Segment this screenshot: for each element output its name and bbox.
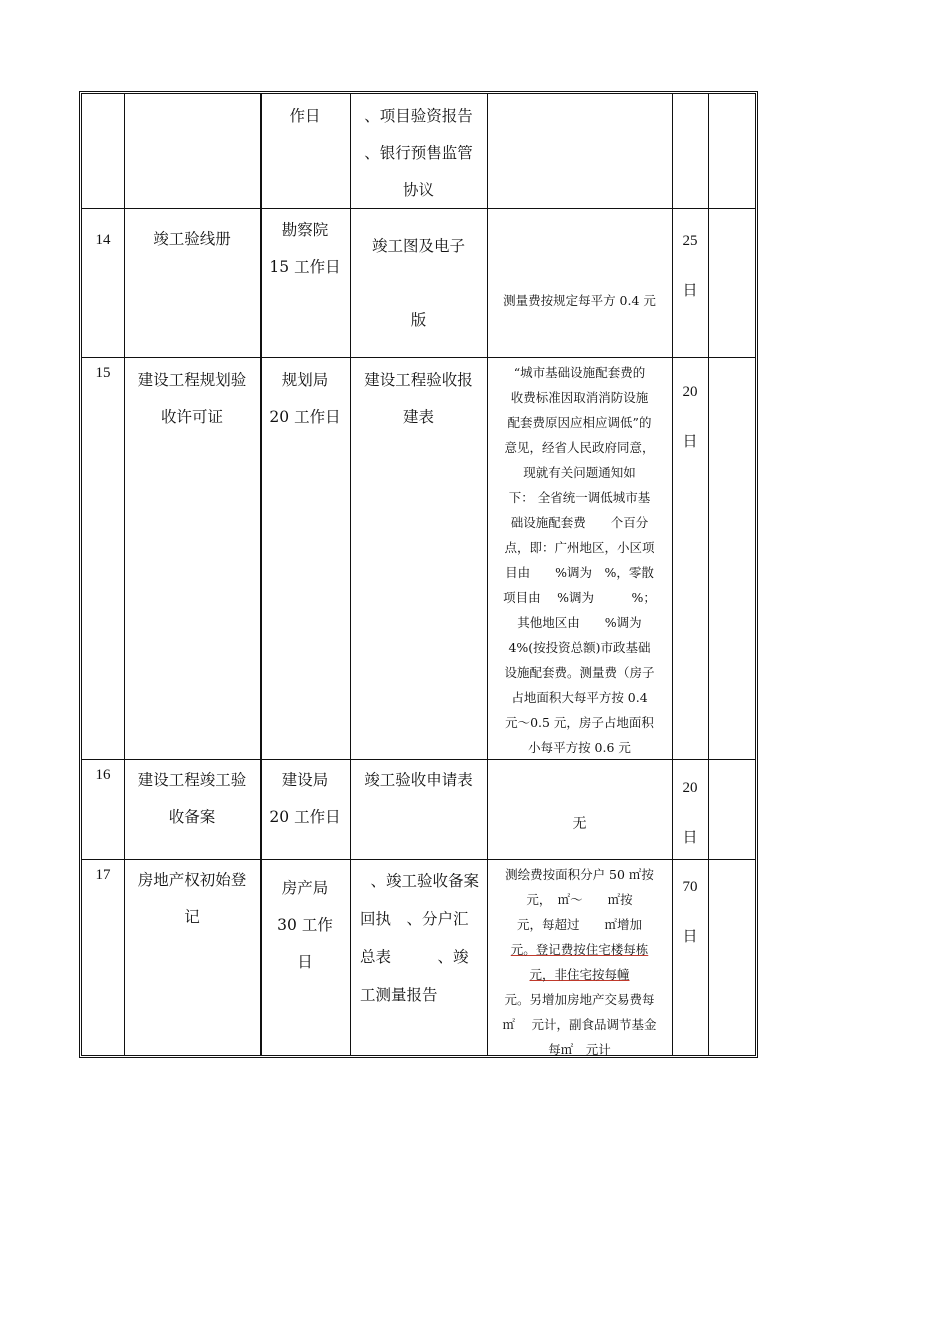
materials-cell [350,862,487,1014]
fees-text: 点，即：广州地区，小区项 [504,540,655,555]
dept-text: 15 工作日 [269,258,341,276]
materials-text: 、竣工验收备案 [370,872,479,890]
dept-text: 规划局 [281,371,329,389]
row-number: 16 [95,767,111,783]
fees-text: 下： 全省统一调低城市基 [508,490,651,505]
materials-text: 竣工验收申请表 [364,771,473,789]
materials-text: 回执 、分户汇 [360,910,469,928]
fees-text: 项目由 %调为 %； [503,590,656,605]
materials-text: 工测量报告 [360,986,438,1004]
fees-text: 测绘费按面积分户 50 ㎡按 [505,867,654,882]
days-unit: 日 [682,929,698,945]
item-text: 竣工验线册 [153,230,231,248]
row-divider [82,357,755,358]
item-cell [124,762,260,836]
item-text: 收许可证 [160,408,223,426]
row-number: 14 [95,232,111,248]
dept-cell [260,212,350,286]
fees-text: 无 [572,816,587,832]
dept-cell [260,762,350,836]
fees-text: 目由 %调为 %，零散 [505,565,654,580]
materials-text: 版 [410,311,427,329]
dept-text: 建设局 [281,771,329,789]
fees-text: 每㎡ 元计 [548,1042,611,1057]
days-number: 70 [682,879,698,895]
days-cell [672,862,708,962]
col-divider [708,94,709,1055]
item-text: 建设工程竣工验 [137,771,247,789]
materials-text: 建表 [402,408,434,426]
fees-text: 收费标准因取消消防设施 [510,390,649,405]
fees-text: 其他地区由 %调为 [517,615,642,630]
fees-text: 元，每超过 ㎡增加 [516,917,642,932]
dept-cell [260,870,350,981]
item-text: 建设工程规划验 [137,371,247,389]
materials-cell [350,98,487,209]
fees-text: 意见，经省人民政府同意， [504,440,655,455]
item-cell [124,228,260,250]
materials-text: 竣工图及电子 [371,237,465,255]
item-text: 收备案 [168,808,216,826]
fees-cell [487,812,672,837]
fees-text: 元～0.5 元，房子占地面积 [505,715,654,730]
fees-text: ㎡ 元计，副食品调节基金 [502,1017,657,1032]
dept-text: 房产局 [281,879,329,897]
fees-text: 设施配套费。测量费（房子 [504,665,655,680]
dept-text: 20 工作日 [269,408,341,426]
days-cell [672,367,708,467]
days-unit: 日 [682,283,698,299]
materials-cell [350,362,487,436]
fees-cell [487,288,672,313]
dept-cell [260,362,350,436]
fees-text: 元。另增加房地产交易费每 [504,992,655,1007]
dept-cell [260,98,350,135]
fees-text: 元，非住宅按每幢 [529,967,630,982]
dept-text: 30 工作 [277,916,333,934]
days-number: 25 [682,233,698,249]
fees-text: 小每平方按 0.6 元 [528,740,631,755]
dept-text: 日 [297,953,313,971]
fees-text: 元， ㎡～ ㎡按 [526,892,633,907]
item-cell [124,362,260,436]
materials-cell [350,762,487,799]
fees-text: 占地面积大每平方按 0.4 [511,690,648,705]
fees-cell [487,360,672,760]
dept-text: 20 工作日 [269,808,341,826]
fees-text: 测量费按规定每平方 0.4 元 [503,293,656,308]
days-unit: 日 [682,434,698,450]
fees-text: 础设施配套费 个百分 [510,515,649,530]
fee-table [79,91,758,1058]
fees-text: 4%(按投资总额)市政基础 [508,640,651,655]
materials-text: 总表 、竣 [360,948,469,966]
days-unit: 日 [682,830,698,846]
item-cell [124,862,260,936]
row-number: 17 [95,867,111,883]
days-cell [672,763,708,863]
days-number: 20 [682,780,698,796]
item-text: 记 [184,908,200,926]
fees-text: “城市基础设施配套费的 [513,365,646,380]
materials-text: 协议 [402,181,434,199]
item-text: 房地产权初始登 [137,871,247,889]
row-divider [82,859,755,860]
materials-text [350,265,487,302]
materials-cell [350,228,487,339]
fees-cell [487,862,672,1062]
materials-text: 建设工程验收报 [364,371,473,389]
row-number: 15 [95,365,111,381]
materials-text: 、银行预售监管 [364,144,473,162]
fees-text: 配套费原因应相应调低”的 [507,415,652,430]
materials-text: 、项目验资报告 [364,107,473,125]
days-number: 20 [682,384,698,400]
fees-text: 元。登记费按住宅楼每栋 [510,942,649,957]
days-cell [672,216,708,316]
fees-text: 现就有关问题通知如 [523,465,636,480]
dept-text: 作日 [289,107,321,125]
dept-text: 勘察院 [281,221,329,239]
